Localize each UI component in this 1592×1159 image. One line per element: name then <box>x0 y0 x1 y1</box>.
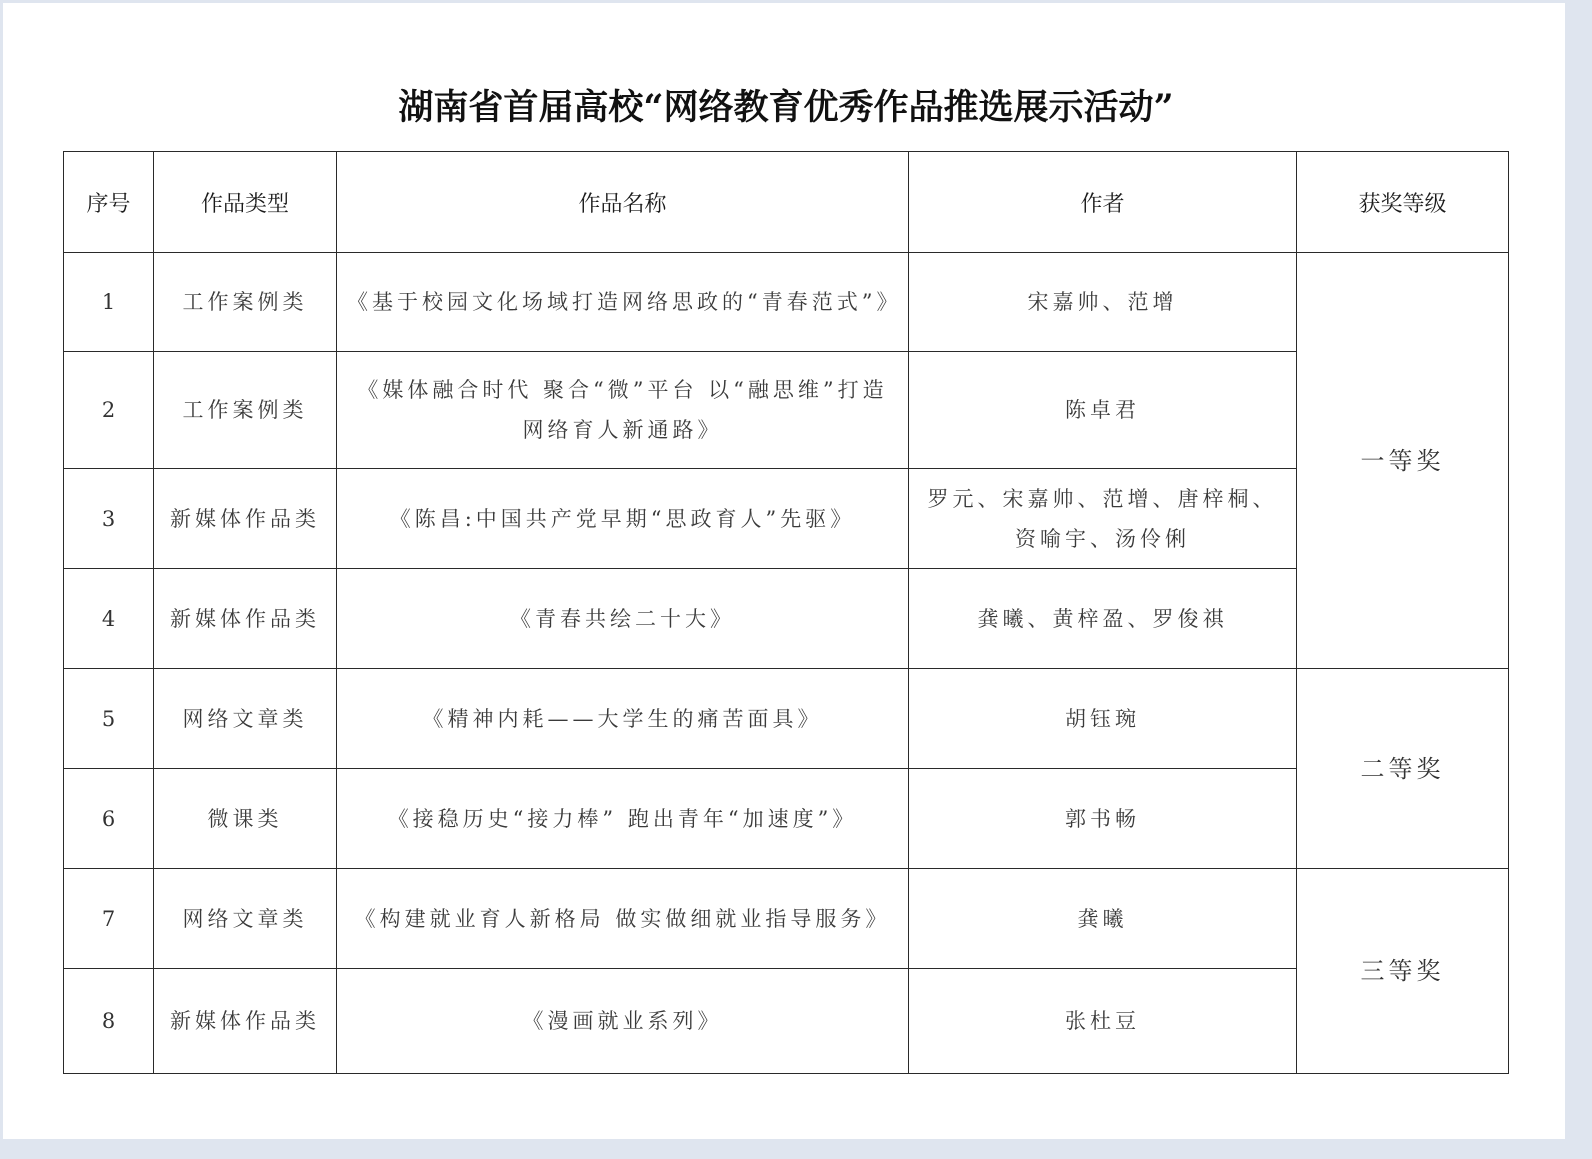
cell-index: 2 <box>64 352 154 469</box>
cell-author: 宋嘉帅、范增 <box>909 253 1297 352</box>
table-row <box>64 969 1509 1074</box>
table-row <box>64 669 1509 769</box>
cell-index: 1 <box>64 253 154 352</box>
cell-type: 新媒体作品类 <box>154 469 337 569</box>
cell-name: 《陈昌:中国共产党早期“思政育人”先驱》 <box>337 469 909 569</box>
cell-type: 微课类 <box>154 769 337 869</box>
table-row <box>64 869 1509 969</box>
header-author: 作者 <box>909 152 1297 253</box>
document-page <box>3 3 1565 1139</box>
cell-author: 龚曦、黄梓盈、罗俊祺 <box>909 569 1297 669</box>
cell-name: 《媒体融合时代 聚合“微”平台 以“融思维”打造网络育人新通路》 <box>337 352 909 469</box>
cell-index: 3 <box>64 469 154 569</box>
cell-prize-third: 三等奖 <box>1297 869 1509 1074</box>
cell-index: 6 <box>64 769 154 869</box>
cell-name: 《构建就业育人新格局 做实做细就业指导服务》 <box>337 869 909 969</box>
cell-name: 《精神内耗——大学生的痛苦面具》 <box>337 669 909 769</box>
cell-name: 《接稳历史“接力棒” 跑出青年“加速度”》 <box>337 769 909 869</box>
cell-author: 罗元、宋嘉帅、范增、唐梓桐、资喻宇、汤伶俐 <box>909 469 1297 569</box>
cell-type: 网络文章类 <box>154 869 337 969</box>
cell-index: 8 <box>64 969 154 1074</box>
header-name: 作品名称 <box>337 152 909 253</box>
cell-index: 5 <box>64 669 154 769</box>
cell-author: 胡钰琬 <box>909 669 1297 769</box>
cell-author: 陈卓君 <box>909 352 1297 469</box>
table-header-row <box>64 152 1509 253</box>
cell-author: 张杜豆 <box>909 969 1297 1074</box>
table-row <box>64 569 1509 669</box>
table-row <box>64 352 1509 469</box>
cell-type: 新媒体作品类 <box>154 569 337 669</box>
cell-name: 《青春共绘二十大》 <box>337 569 909 669</box>
cell-name: 《漫画就业系列》 <box>337 969 909 1074</box>
table-row <box>64 469 1509 569</box>
awards-table <box>63 151 1509 1074</box>
cell-index: 4 <box>64 569 154 669</box>
table-row <box>64 253 1509 352</box>
cell-name: 《基于校园文化场域打造网络思政的“青春范式”》 <box>337 253 909 352</box>
header-prize: 获奖等级 <box>1297 152 1509 253</box>
table-row <box>64 769 1509 869</box>
cell-index: 7 <box>64 869 154 969</box>
header-index: 序号 <box>64 152 154 253</box>
cell-type: 网络文章类 <box>154 669 337 769</box>
cell-type: 工作案例类 <box>154 352 337 469</box>
cell-prize-second: 二等奖 <box>1297 669 1509 869</box>
header-type: 作品类型 <box>154 152 337 253</box>
cell-prize-first: 一等奖 <box>1297 253 1509 669</box>
cell-type: 工作案例类 <box>154 253 337 352</box>
cell-type: 新媒体作品类 <box>154 969 337 1074</box>
cell-author: 郭书畅 <box>909 769 1297 869</box>
document-title: 湖南省首届高校“网络教育优秀作品推选展示活动” <box>398 87 1174 128</box>
cell-author: 龚曦 <box>909 869 1297 969</box>
